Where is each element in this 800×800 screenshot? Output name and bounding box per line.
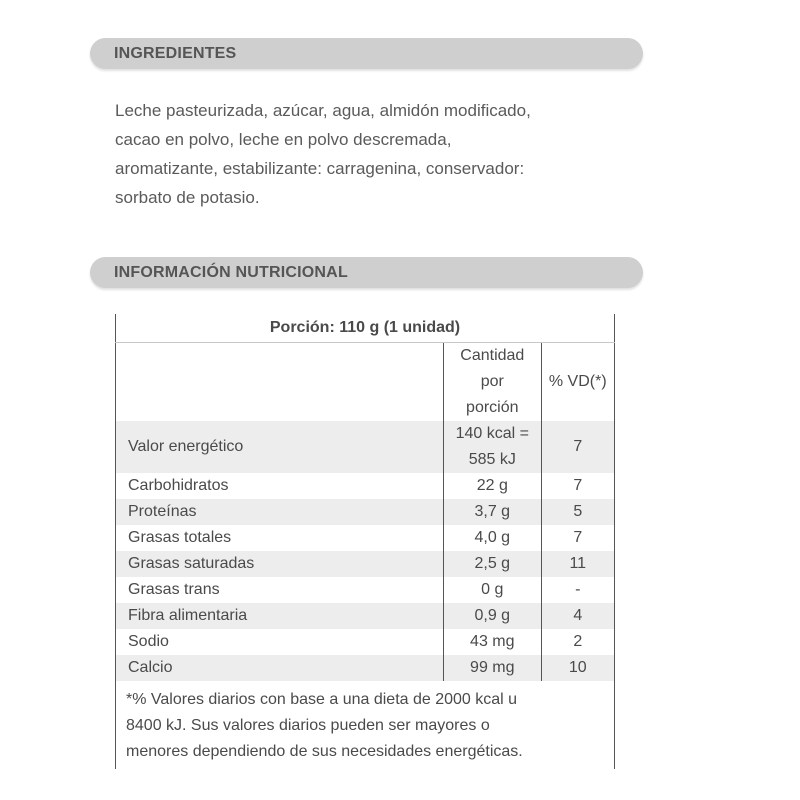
nutrient-amount: 3,7 g xyxy=(444,499,541,525)
footnote xyxy=(116,681,615,769)
nutrient-name: Sodio xyxy=(116,629,444,655)
table-row xyxy=(116,603,615,629)
nutrient-amount: 4,0 g xyxy=(444,525,541,551)
nutrient-vd: 2 xyxy=(541,629,614,655)
ingredients-section-header xyxy=(90,38,643,69)
nutrient-amount xyxy=(444,421,541,473)
energy-amount-line: 140 kcal = xyxy=(455,425,529,442)
ingredients-line: Leche pasteurizada, azúcar, agua, almidón modificado, xyxy=(115,101,531,120)
table-row xyxy=(116,421,615,473)
nutrient-vd: - xyxy=(541,577,614,603)
nutrient-amount: 99 mg xyxy=(444,655,541,681)
nutrient-name: Proteínas xyxy=(116,499,444,525)
header-amount-line: porción xyxy=(466,399,519,416)
nutrition-section-header xyxy=(90,257,643,288)
nutrient-vd: 7 xyxy=(541,421,614,473)
header-empty-cell xyxy=(116,343,444,422)
nutrient-vd: 5 xyxy=(541,499,614,525)
footnote-line: 8400 kJ. Sus valores diarios pueden ser mayores o xyxy=(126,717,490,734)
nutrition-table xyxy=(115,314,615,769)
table-row xyxy=(116,525,615,551)
ingredients-line: cacao en polvo, leche en polvo descremada, xyxy=(115,130,452,149)
energy-amount-line: 585 kJ xyxy=(468,451,516,468)
nutrient-name: Grasas totales xyxy=(116,525,444,551)
table-header-row xyxy=(116,343,615,422)
portion-row xyxy=(116,314,615,343)
portion-label: Porción: 110 g (1 unidad) xyxy=(116,314,615,343)
footnote-row xyxy=(116,681,615,769)
nutrient-name: Fibra alimentaria xyxy=(116,603,444,629)
table-row xyxy=(116,577,615,603)
nutrient-name: Grasas saturadas xyxy=(116,551,444,577)
table-row xyxy=(116,655,615,681)
nutrient-amount: 2,5 g xyxy=(444,551,541,577)
nutrient-vd: 10 xyxy=(541,655,614,681)
nutrient-vd: 11 xyxy=(541,551,614,577)
nutrient-vd: 4 xyxy=(541,603,614,629)
table-row xyxy=(116,629,615,655)
header-amount-cell xyxy=(444,343,541,422)
nutrient-name: Grasas trans xyxy=(116,577,444,603)
ingredients-list xyxy=(115,96,640,212)
header-amount-line: por xyxy=(480,373,504,390)
nutrient-amount: 43 mg xyxy=(444,629,541,655)
footnote-line: *% Valores diarios con base a una dieta de 2000 kcal u xyxy=(126,691,518,708)
table-row xyxy=(116,551,615,577)
header-vd-cell: % VD(*) xyxy=(541,343,614,422)
nutrient-amount: 0,9 g xyxy=(444,603,541,629)
ingredients-line: sorbato de potasio. xyxy=(115,188,260,207)
ingredients-line: aromatizante, estabilizante: carragenina, conservador: xyxy=(115,159,525,178)
nutrient-name: Carbohidratos xyxy=(116,473,444,499)
nutrient-vd: 7 xyxy=(541,473,614,499)
header-amount-line: Cantidad xyxy=(460,347,525,364)
nutrient-name: Calcio xyxy=(116,655,444,681)
table-row xyxy=(116,499,615,525)
ingredients-title: INGREDIENTES xyxy=(114,44,237,62)
nutrient-amount: 22 g xyxy=(444,473,541,499)
footnote-line: menores dependiendo de sus necesidades energéticas. xyxy=(126,743,523,760)
nutrition-title: INFORMACIÓN NUTRICIONAL xyxy=(114,263,348,281)
nutrient-vd: 7 xyxy=(541,525,614,551)
nutrient-amount: 0 g xyxy=(444,577,541,603)
nutrient-name: Valor energético xyxy=(116,421,444,473)
table-row xyxy=(116,473,615,499)
